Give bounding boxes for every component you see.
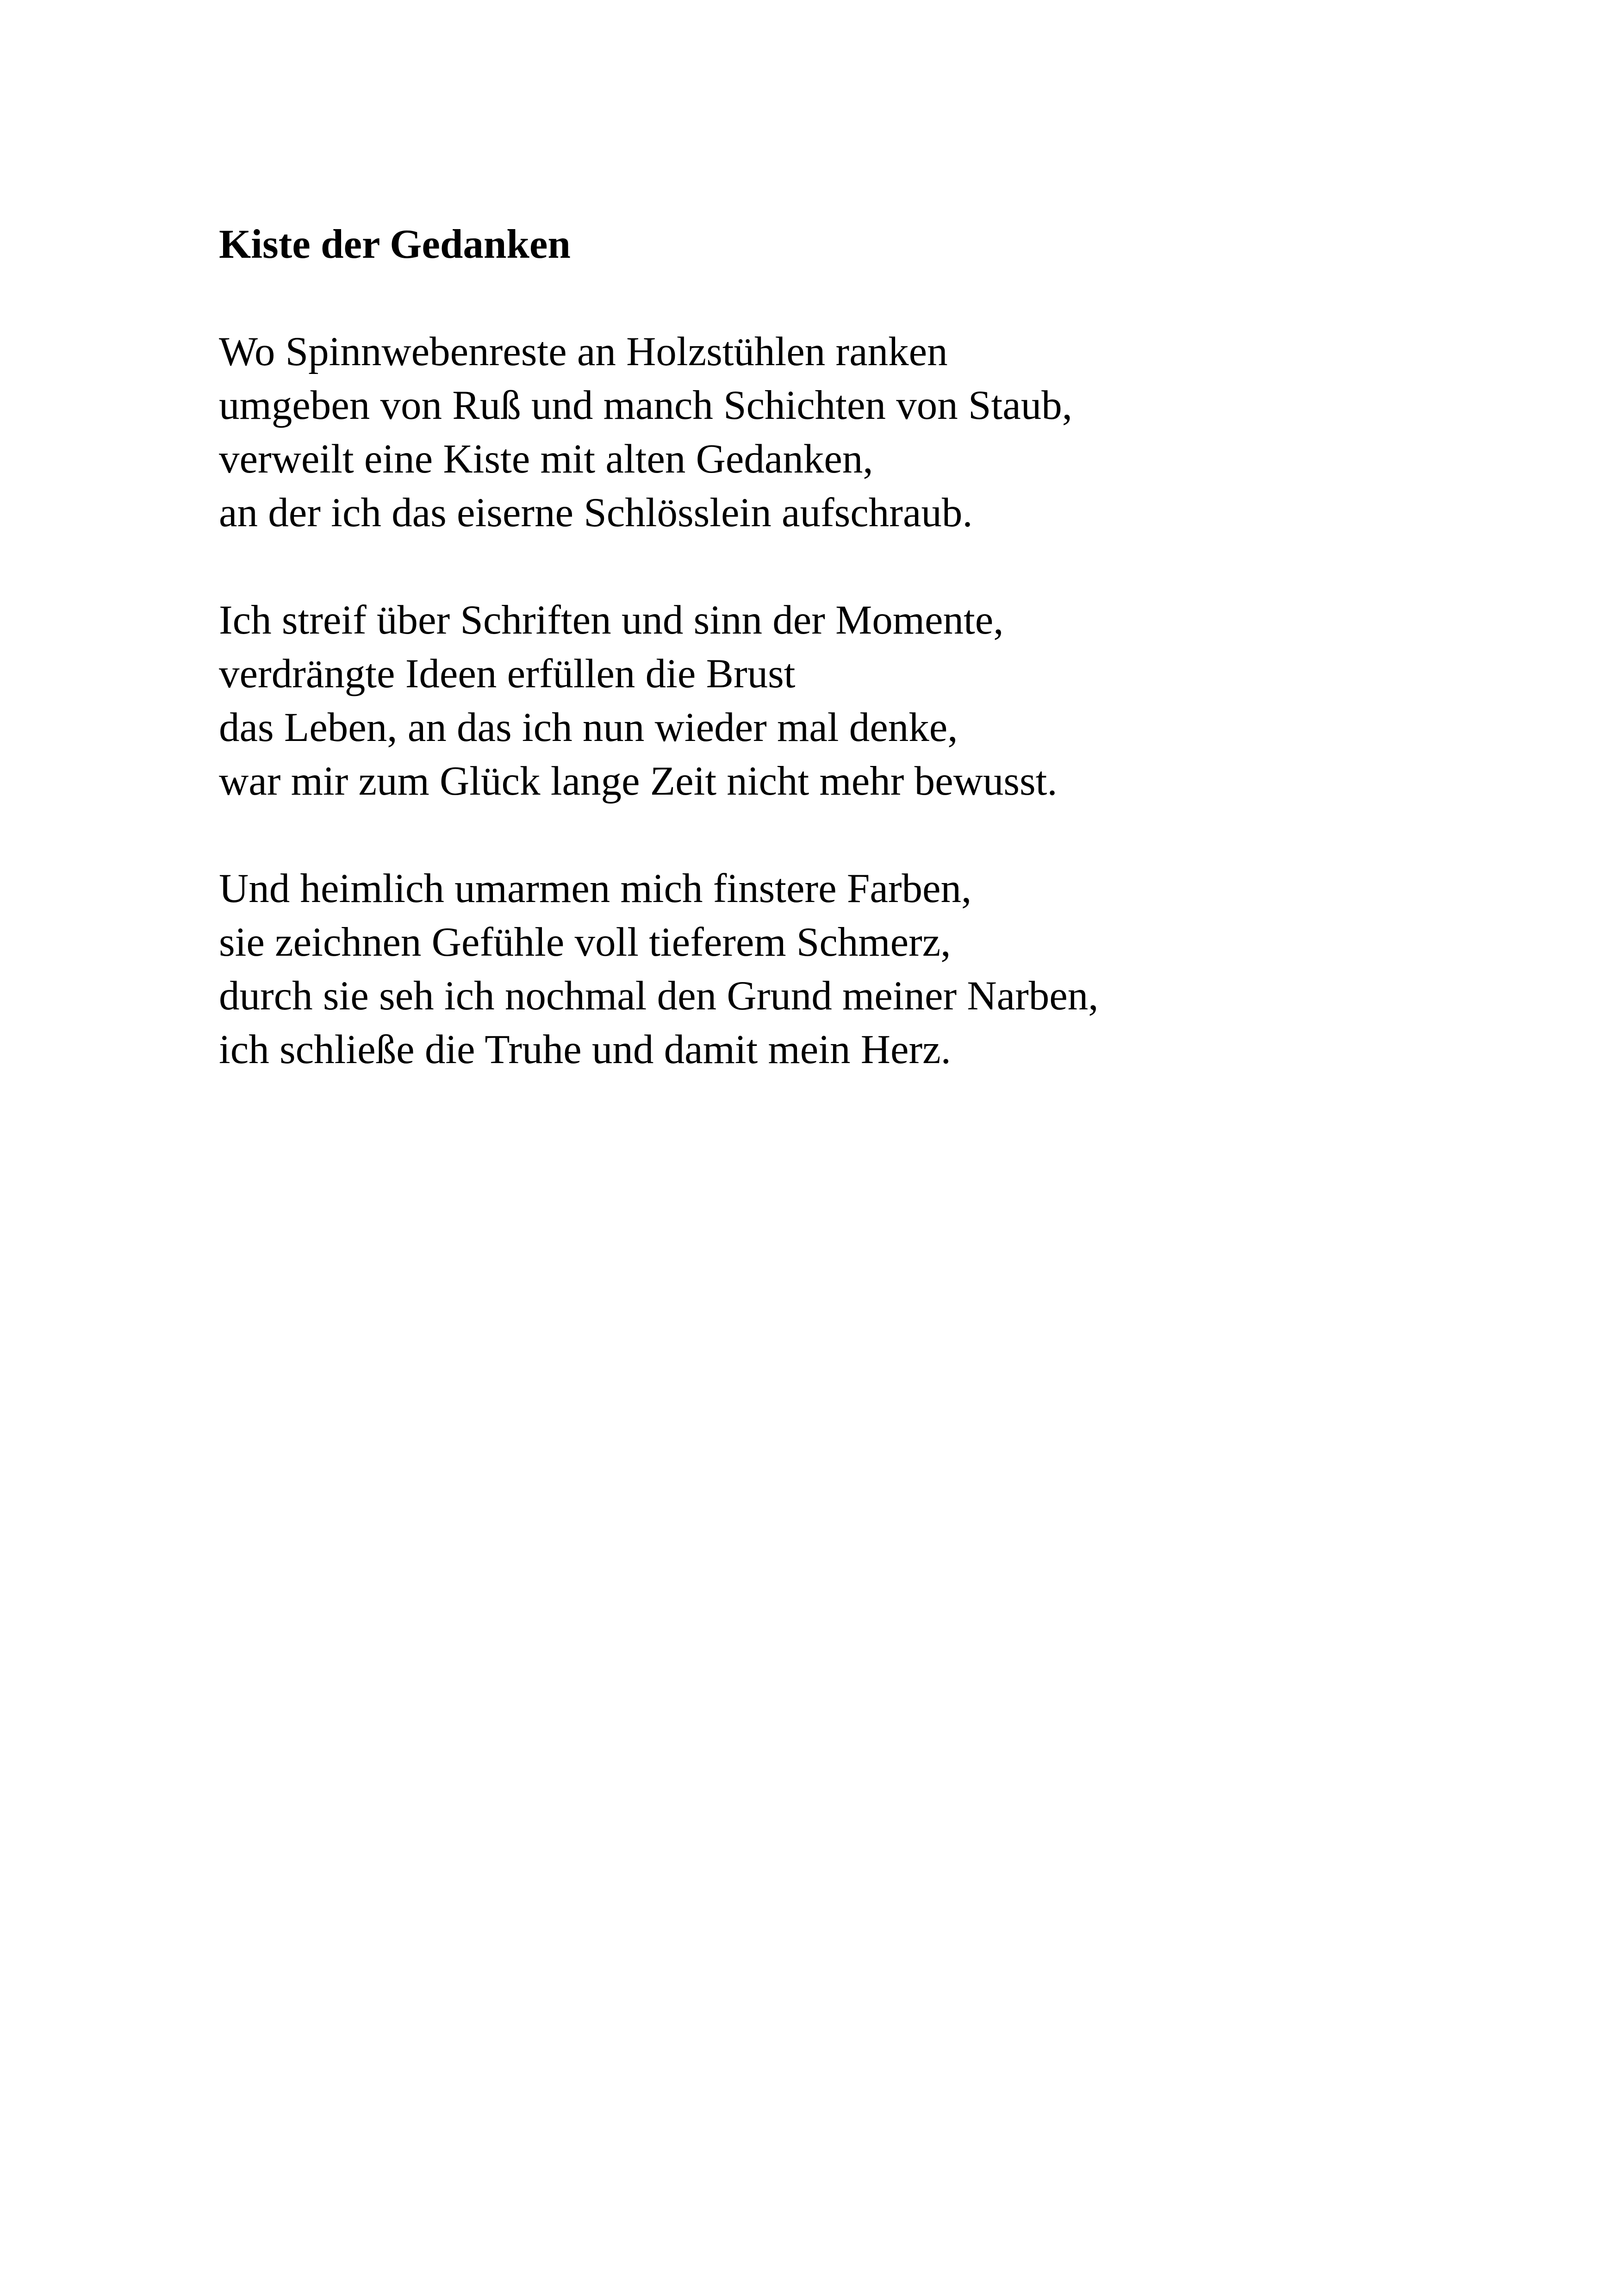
poem-line: an der ich das eiserne Schlösslein aufschraub. <box>219 490 973 535</box>
poem-line: war mir zum Glück lange Zeit nicht mehr bewusst. <box>219 759 1058 804</box>
poem-line: durch sie seh ich nochmal den Grund meiner Narben, <box>219 973 1099 1019</box>
poem-line: umgeben von Ruß und manch Schichten von Staub, <box>219 383 1073 428</box>
poem-line: Wo Spinnwebenreste an Holzstühlen ranken <box>219 329 948 374</box>
stanza-1 <box>219 325 1515 540</box>
poem-line: verdrängte Ideen erfüllen die Brust <box>219 651 796 697</box>
poem <box>219 218 1515 1076</box>
stanza-3 <box>219 862 1515 1076</box>
poem-line: Und heimlich umarmen mich finstere Farben, <box>219 866 972 911</box>
poem-line: Ich streif über Schriften und sinn der Momente, <box>219 597 1004 643</box>
poem-line: ich schließe die Truhe und damit mein Herz. <box>219 1027 951 1072</box>
stanza-2 <box>219 593 1515 808</box>
poem-line: verweilt eine Kiste mit alten Gedanken, <box>219 436 873 482</box>
poem-line: das Leben, an das ich nun wieder mal denke, <box>219 705 958 750</box>
poem-line: sie zeichnen Gefühle voll tieferem Schmerz, <box>219 920 951 965</box>
poem-title: Kiste der Gedanken <box>219 222 571 267</box>
